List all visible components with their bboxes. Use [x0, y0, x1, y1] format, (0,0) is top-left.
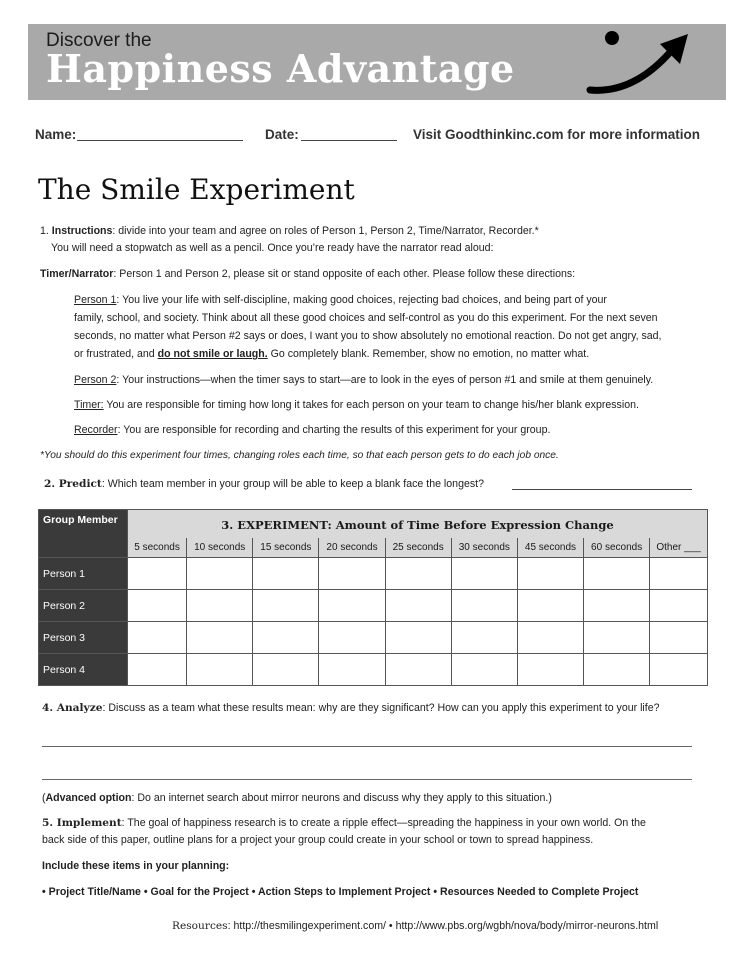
experiment-table [38, 509, 708, 686]
result-cell[interactable] [187, 654, 253, 686]
banner [28, 24, 726, 100]
date-label: Date: [265, 127, 299, 142]
result-cell[interactable] [128, 558, 187, 590]
predict-answer-field[interactable] [512, 476, 692, 490]
result-cell[interactable] [650, 622, 708, 654]
result-cell[interactable] [385, 622, 451, 654]
timer-narrator-text: Timer/Narrator: Person 1 and Person 2, please sit or stand opposite of each other. Please follow these directions: [40, 268, 576, 280]
result-cell[interactable] [385, 654, 451, 686]
result-cell[interactable] [451, 590, 517, 622]
time-header-4: 25 seconds [385, 538, 451, 558]
result-cell[interactable] [319, 590, 385, 622]
time-header-5: 30 seconds [451, 538, 517, 558]
analyze-text: 4. Analyze: Discuss as a team what these results mean: why are they significant? How can you apply this experiment to your life? [42, 702, 660, 714]
result-cell[interactable] [319, 654, 385, 686]
result-cell[interactable] [584, 622, 650, 654]
result-cell[interactable] [451, 558, 517, 590]
person1-line-4: or frustrated, and do not smile or laugh. Go completely blank. Remember, show no emotion, no matter what. [74, 348, 590, 360]
result-cell[interactable] [650, 654, 708, 686]
implement-line-2: back side of this paper, outline plans for a project your group could create in your school or town to spread happiness. [42, 834, 594, 846]
table-row [39, 622, 708, 654]
planning-items: • Project Title/Name • Goal for the Project • Action Steps to Implement Project • Resources Needed to Complete Project [42, 886, 639, 898]
timer-text: Timer: You are responsible for timing how long it takes for each person on your team to change his/her blank expression. [74, 399, 639, 411]
result-cell[interactable] [650, 590, 708, 622]
banner-subtitle: Discover the [46, 30, 152, 51]
result-cell[interactable] [187, 558, 253, 590]
analyze-answer-line-2[interactable] [42, 779, 692, 780]
group-member-header: Group Member [39, 510, 128, 558]
person-label: Person 2 [39, 590, 128, 622]
result-cell[interactable] [128, 622, 187, 654]
include-heading: Include these items in your planning: [42, 860, 230, 872]
analyze-answer-line-1[interactable] [42, 746, 692, 747]
result-cell[interactable] [517, 558, 583, 590]
result-cell[interactable] [584, 558, 650, 590]
result-cell[interactable] [517, 590, 583, 622]
name-field[interactable] [77, 127, 243, 141]
person-label: Person 3 [39, 622, 128, 654]
result-cell[interactable] [319, 558, 385, 590]
person-label: Person 4 [39, 654, 128, 686]
smile-arrow-icon [584, 24, 704, 100]
result-cell[interactable] [584, 590, 650, 622]
visit-text: Visit Goodthinkinc.com for more information [413, 127, 701, 142]
result-cell[interactable] [517, 654, 583, 686]
result-cell[interactable] [128, 654, 187, 686]
time-header-2: 15 seconds [253, 538, 319, 558]
page-title: The Smile Experiment [38, 173, 355, 206]
result-cell[interactable] [584, 654, 650, 686]
time-header-0: 5 seconds [128, 538, 187, 558]
time-header-8: Other ___ [650, 538, 708, 558]
time-header-1: 10 seconds [187, 538, 253, 558]
person1-line-1: Person 1: You live your life with self-discipline, making good choices, rejecting bad choices, and being part of your [74, 294, 607, 306]
result-cell[interactable] [451, 654, 517, 686]
person1-line-3: seconds, no matter what Person #2 says or does, I want you to show absolutely no emotional reaction. Do not get angry, sad, [74, 330, 662, 342]
person2-text: Person 2: Your instructions—when the timer says to start—are to look in the eyes of person #1 and smile at them genuinely. [74, 374, 654, 386]
predict-text: 2. Predict: Which team member in your group will be able to keep a blank face the longest? [44, 478, 484, 490]
result-cell[interactable] [253, 622, 319, 654]
result-cell[interactable] [385, 590, 451, 622]
result-cell[interactable] [187, 622, 253, 654]
result-cell[interactable] [650, 558, 708, 590]
table-row [39, 590, 708, 622]
banner-title: Happiness Advantage [46, 46, 515, 91]
person1-line-2: family, school, and society. Think about all these good choices and self-control as you do this experiment. For the next seven [74, 312, 658, 324]
result-cell[interactable] [451, 622, 517, 654]
result-cell[interactable] [319, 622, 385, 654]
advanced-option-text: (Advanced option: Do an internet search about mirror neurons and discuss why they apply to this situation.) [42, 792, 552, 804]
result-cell[interactable] [253, 558, 319, 590]
table-row [39, 654, 708, 686]
recorder-text: Recorder: You are responsible for recording and charting the results of this experiment for your group. [74, 424, 551, 436]
result-cell[interactable] [253, 654, 319, 686]
result-cell[interactable] [253, 590, 319, 622]
resources-text: Resources: http://thesmilingexperiment.com/ • http://www.pbs.org/wgbh/nova/body/mirror-neurons.html [172, 920, 659, 932]
table-row [39, 558, 708, 590]
person-label: Person 1 [39, 558, 128, 590]
experiment-heading: 3. EXPERIMENT: Amount of Time Before Expression Change [128, 510, 708, 538]
time-header-6: 45 seconds [517, 538, 583, 558]
result-cell[interactable] [517, 622, 583, 654]
name-label: Name: [35, 127, 77, 142]
result-cell[interactable] [385, 558, 451, 590]
result-cell[interactable] [128, 590, 187, 622]
time-header-3: 20 seconds [319, 538, 385, 558]
implement-line-1: 5. Implement: The goal of happiness research is to create a ripple effect—spreading the happiness in your own world. On the [42, 817, 646, 829]
instructions-line-1: 1. Instructions: divide into your team and agree on roles of Person 1, Person 2, Time/Narrator, Recorder.* [40, 225, 539, 237]
time-header-7: 60 seconds [584, 538, 650, 558]
instructions-line-2: You will need a stopwatch as well as a pencil. Once you’re ready have the narrator read aloud: [51, 242, 494, 254]
note-text: *You should do this experiment four times, changing roles each time, so that each person gets to do each job once. [40, 450, 559, 461]
date-field[interactable] [301, 127, 397, 141]
result-cell[interactable] [187, 590, 253, 622]
